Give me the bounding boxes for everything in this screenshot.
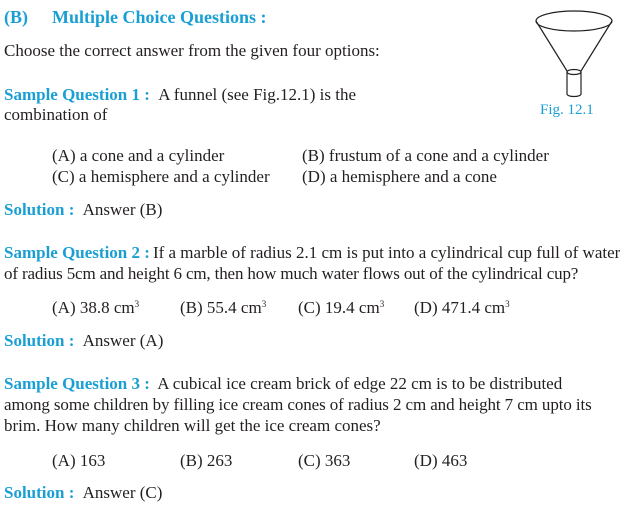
- q2-solution: [4, 330, 163, 351]
- q3-line1: [4, 373, 562, 394]
- q2-option-b: (B) 55.4 $cm^3$: [180, 298, 267, 317]
- q3-solution-text: Answer (C): [82, 483, 163, 502]
- q1-text-line2: combination of: [4, 105, 108, 124]
- q2-label: Sample Question 2 :: [4, 243, 150, 262]
- q3-label: Sample Question 3 :: [4, 374, 150, 393]
- q1-solution-label: Solution :: [4, 200, 75, 219]
- q1-option-c: (C) a hemisphere and a cylinder: [52, 167, 270, 186]
- q3-text-line1: A cubical ice cream brick of edge 22 cm is to be distributed: [157, 374, 563, 393]
- q1-solution-text: Answer (B): [82, 200, 163, 219]
- q3-solution: [4, 482, 162, 503]
- q3-solution-label: Solution :: [4, 483, 75, 502]
- q2-line1: [4, 242, 620, 263]
- q3-option-d: (D) 463: [414, 451, 468, 470]
- q2-solution-label: Solution :: [4, 331, 75, 350]
- funnel-figure: [528, 8, 620, 102]
- figure-caption: Fig. 12.1: [540, 102, 594, 118]
- q1-option-b: (B) frustum of a cone and a cylinder: [302, 146, 549, 165]
- q1-line1: [4, 84, 356, 105]
- q2-text-line2: of radius 5cm and height 6 cm, then how much water flows out of the cylindrical cup?: [4, 264, 579, 283]
- q1-label: Sample Question 1 :: [4, 85, 150, 104]
- instruction-text: Choose the correct answer from the given four options:: [4, 41, 380, 60]
- q1-option-d: (D) a hemisphere and a cone: [302, 167, 497, 186]
- q2-option-a: (A) 38.8 $cm^3$: [52, 298, 140, 317]
- q2-text-line1: If a marble of radius 2.1 cm is put into a cylindrical cup full of water: [152, 243, 620, 262]
- q3-text-line3: brim. How many children will get the ice cream cones?: [4, 416, 381, 435]
- q1-text-line1: A funnel (see Fig.12.1) is the: [158, 85, 357, 104]
- section-title: Multiple Choice Questions :: [52, 7, 267, 27]
- q3-option-a: (A) 163: [52, 451, 106, 470]
- funnel-icon: [528, 8, 620, 102]
- q2-option-d: (D) 471.4 $cm^3$: [414, 298, 510, 317]
- q3-option-c: (C) 363: [298, 451, 351, 470]
- section-label: (B): [4, 7, 28, 27]
- q3-text-line2: among some children by filling ice cream cones of radius 2 cm and height 7 cm upto its: [4, 395, 592, 414]
- q1-option-a: (A) a cone and a cylinder: [52, 146, 225, 165]
- q2-option-c: (C) 19.4 $cm^3$: [298, 298, 385, 317]
- q3-option-b: (B) 263: [180, 451, 233, 470]
- q2-solution-text: Answer (A): [82, 331, 164, 350]
- q1-solution: [4, 199, 162, 220]
